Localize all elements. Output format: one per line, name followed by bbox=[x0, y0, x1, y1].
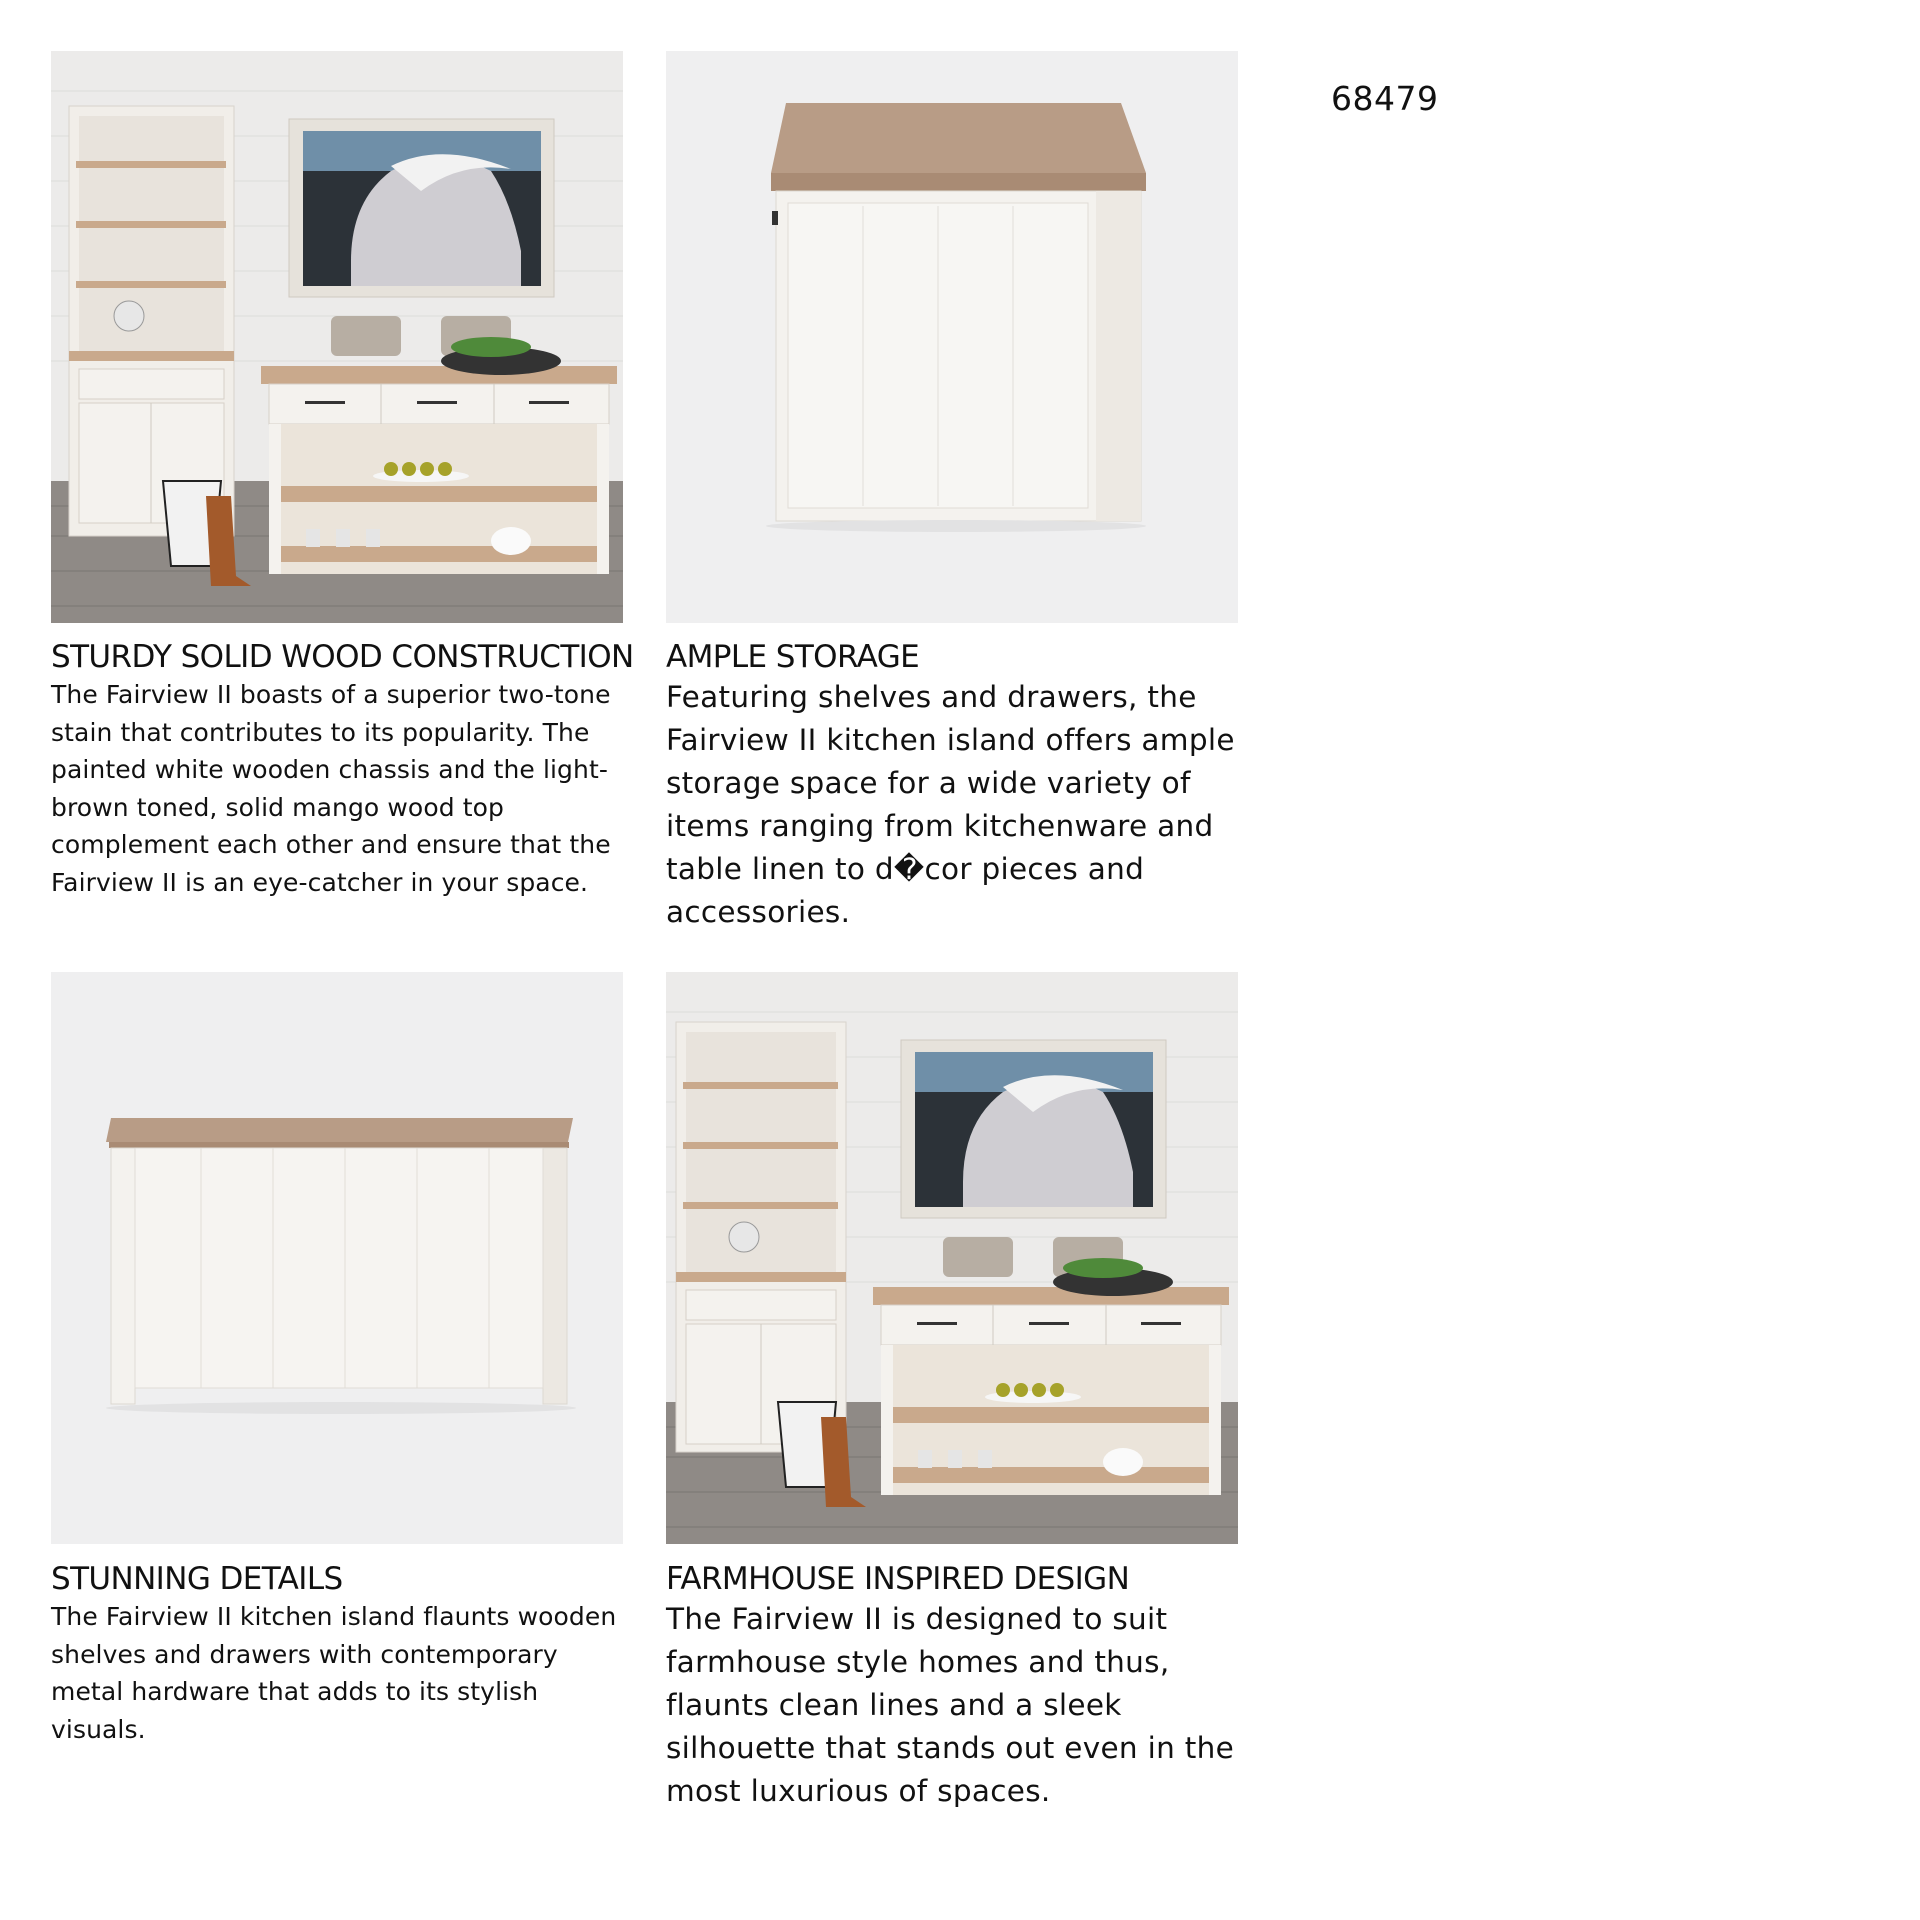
farmhouse-scene-illustration bbox=[666, 972, 1238, 1544]
feature-heading: FARMHOUSE INSPIRED DESIGN bbox=[666, 1561, 1130, 1597]
feature-description: The Fairview II is designed to suit farmhouse style homes and thus, flaunts clean lines and a sleek silhouette that stands out even in the most luxurious of spaces. bbox=[666, 1602, 1235, 1808]
feature-description: The Fairview II kitchen island flaunts wooden shelves and drawers with contemporary metal hardware that adds to its stylish visuals. bbox=[51, 1602, 617, 1744]
feature-heading: STUNNING DETAILS bbox=[51, 1561, 343, 1597]
back-view-illustration bbox=[51, 972, 623, 1544]
photo-back-view bbox=[51, 972, 623, 1544]
product-sku: 68479 bbox=[1331, 79, 1439, 118]
side-view-illustration bbox=[666, 51, 1238, 623]
feature-details bbox=[51, 1560, 631, 1748]
photo-farmhouse-room bbox=[666, 972, 1238, 1544]
feature-description: Featuring shelves and drawers, the Fairview II kitchen island offers ample storage space for a wide variety of items ranging from kitchenware and table linen to d�cor pieces and accessories. bbox=[666, 680, 1235, 929]
feature-design bbox=[666, 1560, 1256, 1813]
feature-construction bbox=[51, 638, 634, 901]
photo-styled-room bbox=[51, 51, 623, 623]
feature-heading: AMPLE STORAGE bbox=[666, 639, 920, 675]
feature-description: The Fairview II boasts of a superior two-tone stain that contributes to its popularity. The painted white wooden chassis and the light-brown toned, solid mango wood top complement each other and ensure that the Fairview II is an eye-catcher in your space. bbox=[51, 680, 611, 897]
photo-side-view bbox=[666, 51, 1238, 623]
feature-storage bbox=[666, 638, 1246, 934]
feature-heading: STURDY SOLID WOOD CONSTRUCTION bbox=[51, 639, 634, 675]
room-scene-illustration bbox=[51, 51, 623, 623]
